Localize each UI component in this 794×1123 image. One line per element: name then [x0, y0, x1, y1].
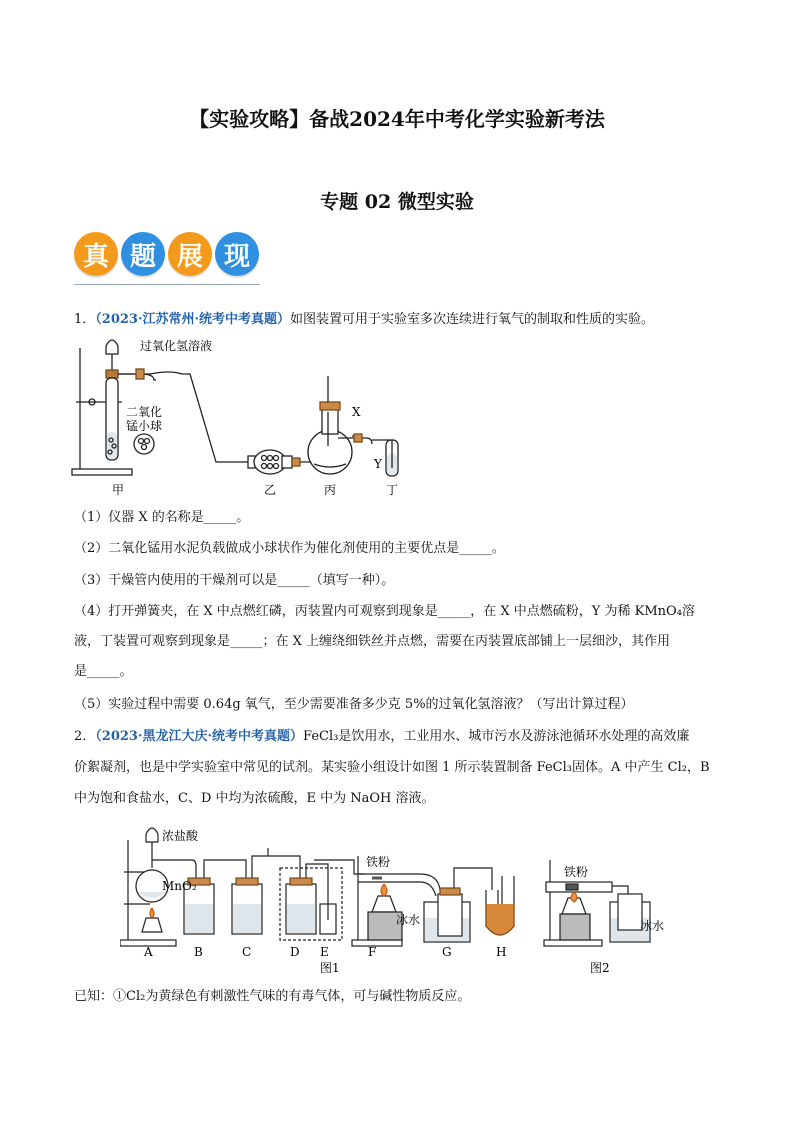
q2-number: 2． — [74, 729, 96, 744]
q1-fig-label-bing: 丙 — [324, 483, 337, 497]
q2-stem-line-2: 价絮凝剂，也是中学实验室中常见的试剂。某实验小组设计如图 1 所示装置制备 FeCl₃固体。A 中产生 Cl₂，B — [74, 760, 710, 775]
q2-fig1-caption: 图1 — [320, 961, 340, 975]
q1-apparatus-figure — [70, 336, 430, 506]
q2-fig-label-g: G — [442, 945, 452, 959]
q2-fig-label-b: B — [194, 945, 203, 959]
q1-part-3: （3）干燥管内使用的干燥剂可以是_____（填写一种）。 — [74, 573, 395, 588]
q2-fig2-caption: 图2 — [590, 961, 610, 975]
q1-stem — [74, 305, 722, 335]
q2-stem-line-1 — [74, 722, 722, 752]
banner-char-4: 现 — [215, 232, 259, 276]
q1-stem-text: 如图装置可用于实验室多次连续进行氧气的制取和性质的实验。 — [290, 312, 655, 327]
q1-fig-label-jia: 甲 — [112, 483, 125, 497]
q2-fig-label-h: H — [496, 945, 507, 959]
q2-fig-label-c: C — [242, 945, 252, 959]
q2-fig-iron-label-1: 铁粉 — [366, 855, 391, 869]
q2-fig-label-d: D — [290, 945, 300, 959]
q1-part-4b: 液，丁装置可观察到现象是_____；在 X 上缠绕细铁丝并点燃，需要在丙装置底部铺上一层细沙，其作用 — [74, 634, 671, 649]
q2-fig-mno2-label: MnO₂ — [162, 879, 197, 893]
banner-char-1: 真 — [74, 232, 118, 276]
q1-fig-x-label: X — [352, 405, 361, 419]
q2-fig-acid-label: 浓盐酸 — [162, 829, 199, 843]
q1-fig-label-ding: 丁 — [386, 483, 399, 497]
document-title: 【实验攻略】备战2024年中考化学实验新考法 — [189, 107, 605, 131]
q2-fig-ice-label-1: 冰水 — [396, 913, 421, 927]
q2-fig-iron-label-2: 铁粉 — [564, 865, 589, 879]
q1-part-5: （5）实验过程中需要 0.64g 氧气，至少需要准备多少克 5%的过氧化氢溶液？（写出计算过程） — [74, 697, 634, 712]
q2-known: 已知：①Cl₂为黄绿色有刺激性气味的有毒气体，可与碱性物质反应。 — [74, 989, 471, 1004]
banner-char-2: 题 — [121, 232, 165, 276]
q1-source: （2023·江苏常州·统考中考真题） — [95, 312, 291, 327]
banner-underline — [74, 284, 260, 285]
document-subtitle: 专题 02 微型实验 — [320, 191, 474, 213]
q2-stem-line-3: 中为饱和食盐水，C、D 中均为浓硫酸，E 中为 NaOH 溶液。 — [74, 791, 435, 806]
q2-apparatus-figure — [120, 820, 680, 980]
q1-fig-catalyst-label-1: 二氧化 — [126, 405, 163, 419]
q2-stem-text-1: FeCl₃是饮用水，工业用水、城市污水及游泳池循环水处理的高效廉 — [303, 729, 690, 744]
section-banner — [74, 232, 259, 280]
banner-char-3: 展 — [168, 232, 212, 276]
q1-part-2: （2）二氧化锰用水泥负载做成小球状作为催化剂使用的主要优点是_____。 — [74, 541, 505, 556]
q1-fig-reagent-label: 过氧化氢溶液 — [140, 339, 213, 353]
q2-fig-label-a: A — [144, 945, 153, 959]
q1-part-4c: 是_____。 — [74, 664, 133, 679]
q2-fig-label-f: F — [368, 945, 377, 959]
q1-part-4a: （4）打开弹簧夹，在 X 中点燃红磷，丙装置内可观察到现象是_____，在 X 中点燃硫粉，Y 为稀 KMnO₄溶 — [74, 604, 695, 619]
q1-part-1: （1）仪器 X 的名称是_____。 — [74, 510, 250, 525]
q1-number: 1． — [74, 312, 96, 327]
q2-source: （2023·黑龙江大庆·统考中考真题） — [95, 729, 304, 744]
q1-fig-catalyst-label-2: 锰小球 — [126, 419, 163, 433]
q1-fig-y-label: Y — [374, 457, 382, 471]
q2-fig-label-e: E — [320, 945, 329, 959]
q2-fig-ice-label-2: 冰水 — [640, 919, 665, 933]
q1-fig-label-yi: 乙 — [264, 483, 277, 497]
